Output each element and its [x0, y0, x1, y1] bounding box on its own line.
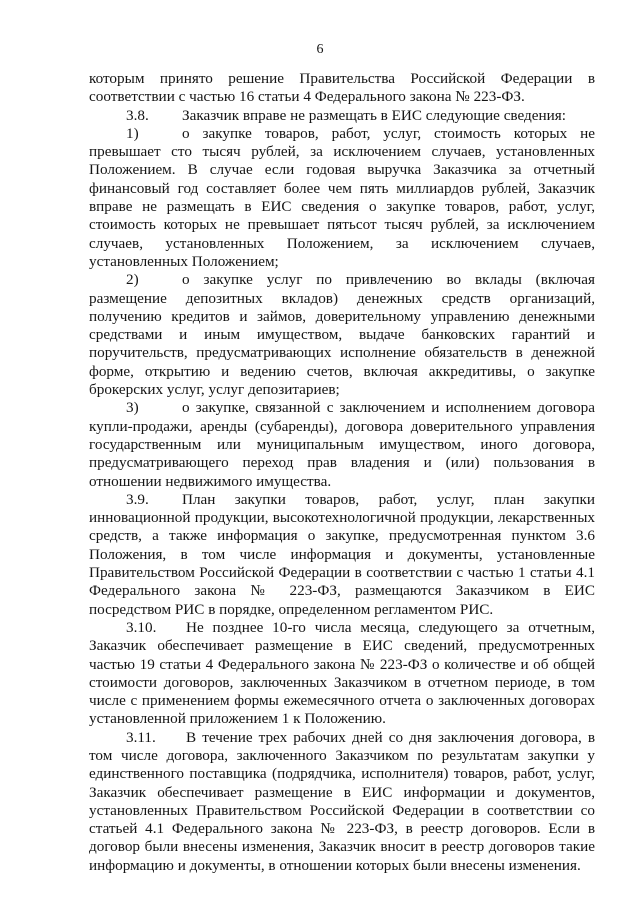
paragraph-text: Заказчик вправе не размещать в ЕИС следующие сведения: — [182, 106, 566, 124]
paragraph-3-8 — [89, 107, 595, 125]
list-item-2 — [89, 271, 595, 399]
list-item-text: о закупке товаров, работ, услуг, стоимость которых не превышает сто тысяч рублей, за исключением случаев, установленных Положением. В случае если годовая выручка Заказчика за отчетный финансовый год составляет более чем пять миллиардов рублей, Заказчик вправе не размещать в ЕИС сведения о закупке товаров, работ, услуг, стоимость которых не превышает пятьсот тысяч рублей, за исключением случаев, установленных Положением, за исключением случаев, установленных Положением; — [89, 124, 595, 270]
paragraph-3-10 — [89, 619, 595, 729]
list-item-number: 2) — [126, 271, 139, 289]
list-item-number: 1) — [126, 124, 139, 142]
paragraph-number: 3.11. — [126, 728, 156, 746]
paragraph-number: 3.10. — [126, 618, 157, 636]
paragraph-3-11 — [89, 729, 595, 875]
paragraph-number: 3.9. — [126, 490, 149, 508]
paragraph-text: План закупки товаров, работ, услуг, план закупки инновационной продукции, высокотехнологичной продукции, лекарственных средств, а также информация о закупке, предусмотренная пунктом 3.6 Положения, в том числе информация и документы, установленные Правительством Российской Федерации в соответствии с частью 1 статьи 4.1 Федерального закона № 223-ФЗ, размещаются Заказчиком в ЕИС посредством РИС в порядке, определенном регламентом РИС. — [89, 490, 595, 618]
list-item-number: 3) — [126, 399, 139, 417]
paragraph-text: Не позднее 10-го числа месяца, следующего за отчетным, Заказчик обеспечивает размещение в ЕИС сведений, предусмотренных частью 19 статьи 4 Федерального закона № 223-ФЗ о количестве и об общей стоимости договоров, заключенных Заказчиком в отчетном периоде, в том числе с применением формы ежемесячного отчета о заключенных договорах установленной приложением 1 к Положению. — [89, 618, 595, 728]
list-item-1 — [89, 125, 595, 271]
list-item-text: о закупке, связанной с заключением и исполнением договора купли-продажи, аренды (субаренды), договора доверительного управления государственным или муниципальным имуществом, иного договора, предусматривающего переход прав владения и (или) пользования в отношении недвижимого имущества. — [89, 399, 595, 490]
list-item-text: о закупке услуг по привлечению во вклады (включая размещение депозитных вкладов) денежных средств организаций, получению кредитов и займов, доверительному управлению денежными средствами и иным имуществом, выдаче банковских гарантий и поручительств, предусматривающих исполнение обязательств в денежной форме, открытию и ведению счетов, включая аккредитивы, о закупке брокерских услуг, услуг депозитариев; — [89, 271, 595, 399]
page-number: 6 — [316, 42, 324, 57]
paragraph-3-9 — [89, 491, 595, 619]
list-item-3 — [89, 399, 595, 490]
paragraph-continuation — [89, 70, 595, 107]
paragraph-text: которым принято решение Правительства Российской Федерации в соответствии с частью 16 статьи 4 Федерального закона № 223-ФЗ. — [89, 70, 595, 106]
document-body — [89, 70, 595, 875]
paragraph-text: В течение трех рабочих дней со дня заключения договора, в том числе договора, заключенного Заказчиком по результатам закупки у единственного поставщика (подрядчика, исполнителя) товаров, работ, услуг, Заказчик обеспечивает размещение в ЕИС информации и документов, установленных Правительством Российской Федерации в соответствии со статьей 4.1 Федерального закона № 223-ФЗ, в реестр договоров. Если в договор были внесены изменения, Заказчик вносит в реестр договоров такие информацию и документы, в отношении которых были внесены изменения. — [89, 728, 595, 874]
paragraph-number: 3.8. — [126, 106, 149, 124]
